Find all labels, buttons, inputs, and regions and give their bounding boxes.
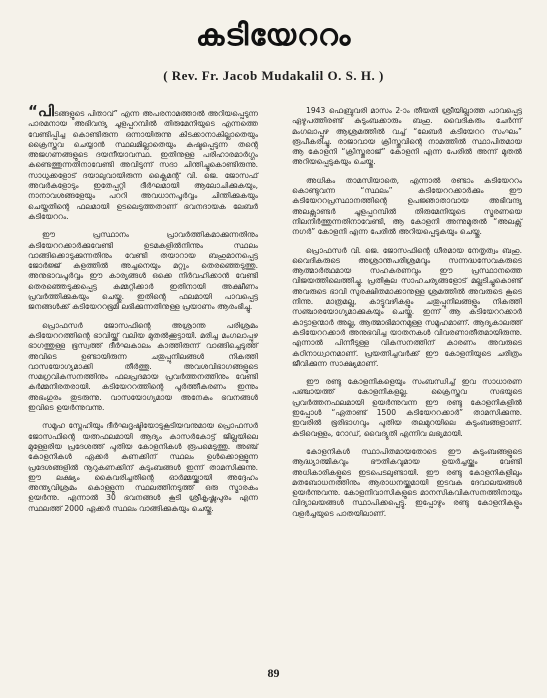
dropcap: “പി: [28, 102, 54, 120]
paragraph: കോളനികൾ സ്ഥാപിതമായതോടെ ഈ കുടുംബങ്ങളുടെ ആദ്ധ്യാത്മികവും ഭൗതികവുമായ ഉയർച്ചയ്ക്കും വേണ്ടി അധികാരികളുടെ ഇടപെടലുണ്ടായി. ഈ രണ്ടു കോളനികളിലും മതബോധനത്തിനും ആരാധനയ്ക്കുമായി ഇടവക ദേവാലയങ്ങൾ ഉയർന്നുവന്നു. കോളനിവാസികളുടെ മാനസികവികസനത്തിനായും വിദ്യാലയങ്ങൾ സ്ഥാപിക്കപ്പെട്ടു. ഇപ്പോഴും രണ്ടു കോളനികളും വളർച്ചയുടെ പാതയിലാണ്.: [292, 446, 522, 518]
paragraph: [28, 102, 258, 222]
paragraph: അധികം താമസിയാതെ, എന്നാൽ രണ്ടാം കടിയേററം കൊണ്ടുവന്ന “സ്ഥലം” കടിയേററക്കാർക്കും ഈ കടിയേററപ്രസ്ഥാനത്തിന്റെ ഉപജ്ഞാതാവായ അഭിവന്ദ്യ അലക്സാണ്ടർ ചൂളപ്പറമ്പിൽ തിരുമേനിയുടെ സ്മരണയെ നിലനിർത്തുന്നതിനാവേണ്ടി, ആ കോളനി അന്നുമുതൽ “അലക്സ് നഗർ” കോളനി എന്ന പേരിൽ അറിയപ്പെടുകയും ചെയ്തു.: [292, 175, 522, 237]
paragraph-text: ടങ്ങളുടെ പിതാവ്” എന്ന അപരനാമത്താൽ അറിയപ്പെടുന്ന പാരമനായ അഭിവന്ദ്യ ചൂളപ്പറമ്പിൽ തിരുമേനിയുടെ എന്നത്തെ വേണ്ടിപ്പിച്ച കൊണ്ടിരുന്ന ഒന്നായിരുന്നു കിടക്കാനാകില്ലാതെയും ക്രൈസ്തവ ചെയ്യാൻ സ്ഥലമില്ലാതെയും കഷ്ടപ്പെടുന്ന തന്റെ അജഗണങ്ങളുടെ ദയനീയാവസ്ഥ. ഇതിനുള്ള പരിഹാരമാർഗ്ഗം കണ്ടെത്തുന്നതിനാവേണ്ടി അവിടുന്ന് സദാ ചിന്തിച്ചുകൊണ്ടിരുന്നു. സാധുക്കളോട് ദയാലുവായിരുന്ന ക്ലൈമന്റ് വി. ജെ. ജോസഫ് അവർകളോടും ഇതേപ്പറ്റി ദീർഘമായി ആലോചിക്കുകയും, നാനാവശങ്ങളേയും പററി അവധാനപൂർവ്വം ചിന്തിക്കുകയും ചെയ്തതിന്റെ ഫലമായി ഉടലെടുത്തതാണ് ഭവനദായക ലേബർ കടിയേററം.: [28, 109, 258, 221]
right-column: [292, 106, 522, 527]
page-number: 89: [267, 666, 280, 680]
paragraph: പ്രൊഫസർ ജോസഫിന്റെ അശ്രാന്ത പരിശ്രമം കടിയേററത്തിന്റെ ഭാവിയ്ക്ക് വലിയ മുതൽക്കൂട്ടായി. മരിച്ച മംഗലാപ്പുഴ ഭാഗത്തുള്ള ഭൂസ്വത്ത് ദീർഘകാലം കാത്തിരുന്ന് വാങ്ങിച്ചെടുത്ത് അവിടെ ഉണ്ടായിരുന്ന ചതുപ്പുനിലങ്ങൾ നികത്തി വാസയോഗ്യമാക്കി തീർത്തു. അവശവിഭാഗങ്ങളുടെ സമഗ്രവികസനത്തിനും ഫലപ്രദമായ പ്രവർത്തനത്തിനും വേണ്ടി കർമ്മനിരതരായി. കടിയേററത്തിന്റെ പൂർത്തീകരണം ഇന്നും അഭംഗുരം തുടരുന്നു. വാസയോഗ്യമായ അനേകം ഭവനങ്ങൾ ഇവിടെ ഉയർന്നുവന്നു.: [28, 320, 258, 413]
paragraph: 1943 ഫെബ്രുവരി മാസം 2-ാം തീയതി ശ്രീയില്ലാത്ത പാവപ്പെട്ട ഏഴുപത്തിരണ്ട് കുടുംബക്കാരും ബഹു. വൈദികരും ചേർന്ന് മംഗലാപ്പുഴ ആശ്രമത്തിൽ വച്ച് “ലേബർ കടിയേററ സംഘം” രൂപീകരിച്ചു. രാജാവായ ക്രിസ്തുവിന്റെ നാമത്തിൽ സ്ഥാപിതമായ ആ കോളനി “ക്രിസ്തുരാജ്” കോളനി എന്ന പേരിൽ അന്ന് മുതൽ അറിയപ്പെടുകയും ചെയ്തു.: [292, 106, 522, 167]
paragraph: ഈ പ്രസ്ഥാനം പ്രാവർത്തികമാക്കുന്നതിനും കടിയേററക്കാർക്കുവേണ്ടി ഉടമകളിൽനിന്നും സ്ഥലം വാങ്ങിക്കൊടുക്കുന്നതിനും വേണ്ടി തയാറായ ബഹുമാനപ്പെട്ട ജോർജ്ജ് കളത്തിൽ അച്ചനെയും മറ്റും തെരഞ്ഞെടുത്തു. അനുഭാവപൂർവ്വം ഈ കാര്യങ്ങൾ ഒക്കെ നിർവഹിക്കാൻ വേണ്ടി തെരഞ്ഞെടുക്കപ്പെട്ട കമ്മറ്റിക്കാർ ഇതിനായി അക്ഷീണം പ്രവർത്തിക്കുകയും ചെയ്തു. ഇതിന്റെ ഫലമായി പാവപ്പെട്ട ജനങ്ങൾക്ക് കടിയേററഭൂമി ലഭിക്കുന്നതിനുള്ള പ്രയാണം ആരംഭിച്ചു.: [28, 230, 258, 312]
left-column: [28, 102, 258, 522]
paragraph: ഈ രണ്ടു കോളനികളെയും സംബന്ധിച്ച് ഇവ സാധാരണ പഞ്ചായത്ത് കോളനികളല്ല. ക്രൈസ്തവ സഭയുടെ പ്രവർത്തനഫലമായി ഉയർന്നുവന്ന ഈ രണ്ടു കോളനികളിൽ ഇപ്പോൾ “ഏതാണ്ട് 1500 കടിയേററക്കാർ” താമസിക്കുന്നു. ഇവരിൽ ഭൂരിഭാഗവും പുതിയ തലമുറയിലെ കുടുംബങ്ങളാണ്. കുടിവെള്ളം, റോഡ്, വൈദ്യുതി എന്നിവ ലഭ്യമായി.: [292, 377, 522, 438]
paragraph: പ്രൊഫസർ വി. ജെ. ജോസഫിന്റെ ധീരമായ നേതൃത്വം ബഹു. വൈദികരുടെ അശ്രാന്തപരിശ്രമവും സന്നദ്ധസേവകരുടെ ആത്മാർത്ഥമായ സഹകരണവും ഈ പ്രസ്ഥാനത്തെ വിജയത്തിലെത്തിച്ചു. പ്രതികൂല സാഹചര്യങ്ങളോട് മല്ലടിച്ചുകൊണ്ട് അവരുടെ ഭാവി സുരക്ഷിതമാക്കാനുള്ള ശ്രമത്തിൽ അവരുടെ കൂടെ നിന്നു. മാത്രമല്ല, കാട്ടുവഴികളും ചതുപ്പുനിലങ്ങളും നികത്തി സഞ്ചാരയോഗ്യമാക്കുകയും ചെയ്തു. ഇന്ന് ആ കടിയേററക്കാർ കാട്ടാളന്മാർ അല്ല, ആത്മാഭിമാനമുള്ള സമൂഹമാണ്. ആദ്യകാലത്ത് കടിയേററക്കാർ അനുഭവിച്ച യാതനകൾ വിവരണാതീതമായിരുന്നു. എന്നാൽ പിന്നീടുള്ള വികസനത്തിന് കാരണം അവരുടെ കഠിനാധ്വാനമാണ്. പ്രയത്നിച്ചവർക്ക് ഈ കോളനിയുടെ ചരിത്രം ജീവിക്കുന്ന സാക്ഷ്യമാണ്.: [292, 245, 522, 368]
author-line: ( Rev. Fr. Jacob Mudakalil O. S. H. ): [163, 68, 384, 83]
article-title: കടിയേററം: [195, 18, 352, 53]
paragraph: സമൂഹ സ്നേഹിയും ദീർഘദൃഷ്ടിയോടുകൂടിയവനുമായ പ്രൊഫസർ ജോസഫിന്റെ യത്നഫലമായി ആദ്യം കാസർകോട്ട് ജില്ലയിലെ മുള്ളേരിയ പ്രദേശത്ത് പുതിയ കോളനികൾ രൂപമെടുത്തു. അഞ്ച് കോളനികൾ ഏക്കർ കണക്കിന് സ്ഥലം ഉൾക്കൊള്ളുന്ന പ്രദേശങ്ങളിൽ നൂറുകണക്കിന് കുടുംബങ്ങൾ ഇന്ന് താമസിക്കുന്നു. ഈ ലക്ഷ്യം കൈവരിച്ചതിന്റെ ഓർമ്മയ്ക്കായി അദ്ദേഹം അന്ത്യവിശ്രമം കൊള്ളുന്ന സ്ഥലത്തിനടുത്ത് ഒരു സ്മാരകം ഉയർന്നു. എന്നാൽ 30 ഭവനങ്ങൾ കൂടി ശ്രീകൃഷ്ണപുരം എന്ന സ്ഥലത്ത് 2000 ഏക്കർ സ്ഥലം വാങ്ങിക്കുകയും ചെയ്തു.: [28, 421, 258, 513]
